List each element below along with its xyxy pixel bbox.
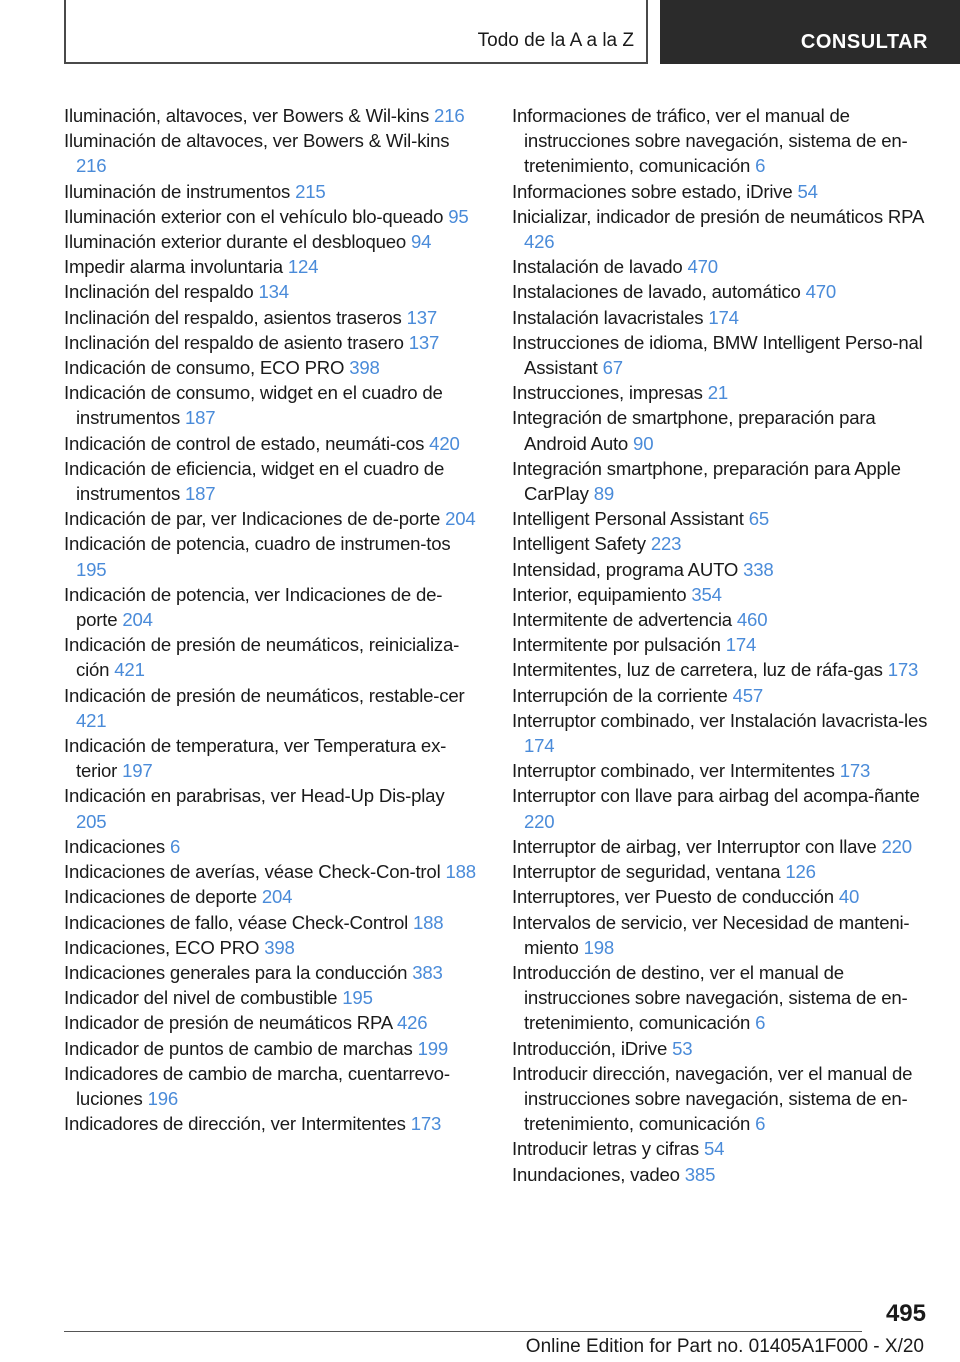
page-link[interactable]: 6 bbox=[169, 835, 181, 857]
index-entry bbox=[512, 884, 937, 909]
index-term: Impedir alarma involuntaria bbox=[64, 256, 283, 278]
index-entry bbox=[64, 1036, 479, 1061]
index-entry bbox=[512, 1036, 937, 1061]
page-link[interactable]: 470 bbox=[805, 281, 837, 303]
index-term: Interruptor de airbag, ver Interruptor con llave bbox=[512, 835, 877, 857]
page-link[interactable]: 421 bbox=[114, 659, 145, 681]
index-entry bbox=[512, 330, 937, 380]
page-link[interactable]: 204 bbox=[445, 508, 476, 530]
index-entry bbox=[512, 103, 937, 179]
page-link[interactable]: 95 bbox=[448, 205, 469, 227]
index-entry bbox=[64, 204, 479, 229]
index-term: Indicación de potencia, cuadro de instrumen‐tos bbox=[64, 533, 451, 555]
index-entry bbox=[512, 834, 937, 859]
page-link[interactable]: 67 bbox=[602, 357, 623, 379]
index-term: Indicaciones, ECO PRO bbox=[64, 936, 260, 958]
page-link[interactable]: 54 bbox=[797, 180, 818, 202]
page-link[interactable]: 174 bbox=[708, 306, 739, 328]
index-entry bbox=[512, 683, 937, 708]
index-term: Informaciones de tráfico, ver el manual de instrucciones sobre navegación, sistema de en‐tretenimiento, comunicación bbox=[512, 105, 908, 177]
index-term: Interruptores, ver Puesto de conducción bbox=[512, 886, 834, 908]
index-term: Intelligent Personal Assistant bbox=[512, 508, 744, 530]
page-link[interactable]: 338 bbox=[743, 558, 774, 580]
page-link[interactable]: 205 bbox=[76, 810, 107, 832]
index-term: Introducir letras y cifras bbox=[512, 1138, 699, 1160]
index-term: Indicación de presión de neumáticos, restable‐cer bbox=[64, 684, 465, 706]
page-link[interactable]: 6 bbox=[755, 1012, 766, 1034]
index-entry bbox=[512, 279, 937, 304]
index-term: Indicaciones de deporte bbox=[64, 886, 257, 908]
page-link[interactable]: 173 bbox=[839, 760, 871, 782]
index-term: Inicializar, indicador de presión de neumáticos RPA bbox=[512, 205, 924, 227]
page-link[interactable]: 187 bbox=[185, 483, 216, 505]
page-link[interactable]: 426 bbox=[524, 231, 555, 253]
index-entry bbox=[512, 254, 937, 279]
index-entry bbox=[512, 1136, 937, 1161]
page-link[interactable]: 398 bbox=[349, 357, 380, 379]
index-term: Indicación de control de estado, neumáti‐cos bbox=[64, 432, 425, 454]
page-link[interactable]: 124 bbox=[287, 256, 319, 278]
index-term: Indicación de potencia, ver Indicaciones de de‐porte bbox=[64, 583, 443, 631]
page-number: 495 bbox=[885, 1300, 926, 1327]
index-entry bbox=[512, 859, 937, 884]
section-label: Todo de la A a la Z bbox=[477, 30, 634, 51]
index-term: Intensidad, programa AUTO bbox=[512, 558, 739, 580]
index-term: Instrucciones, impresas bbox=[512, 382, 703, 404]
index-entry bbox=[64, 254, 479, 279]
index-term: Indicaciones de averías, véase Check-Con‐trol bbox=[64, 861, 441, 883]
index-entry bbox=[64, 305, 479, 330]
index-term: Inclinación del respaldo bbox=[64, 281, 254, 303]
page-link[interactable]: 460 bbox=[736, 609, 768, 631]
page-link[interactable]: 216 bbox=[434, 105, 465, 126]
index-entry bbox=[64, 985, 479, 1010]
page-link[interactable]: 188 bbox=[413, 911, 444, 933]
page-link[interactable]: 198 bbox=[583, 936, 615, 958]
page-link[interactable]: 398 bbox=[264, 936, 295, 958]
page-link[interactable]: 21 bbox=[707, 382, 728, 404]
index-term: Interruptor combinado, ver Instalación lavacrista‐les bbox=[512, 709, 928, 731]
page-link[interactable]: 197 bbox=[122, 760, 153, 782]
index-entry bbox=[64, 960, 479, 985]
page-link[interactable]: 54 bbox=[703, 1138, 725, 1160]
page-link[interactable]: 195 bbox=[76, 558, 107, 580]
page-link[interactable]: 421 bbox=[76, 709, 107, 731]
index-term: Integración de smartphone, preparación para Android Auto bbox=[512, 407, 876, 454]
footer-divider bbox=[64, 1331, 862, 1332]
index-entry bbox=[64, 1010, 479, 1035]
index-entry bbox=[512, 456, 937, 506]
index-term: Indicador de presión de neumáticos RPA bbox=[64, 1012, 392, 1034]
index-entry bbox=[512, 607, 937, 632]
index-entry bbox=[512, 557, 937, 582]
index-term: Interrupción de la corriente bbox=[512, 684, 728, 706]
index-entry bbox=[512, 582, 937, 607]
index-entry bbox=[512, 305, 937, 330]
consultar-tab-label: CONSULTAR bbox=[800, 31, 928, 53]
index-term: Iluminación de instrumentos bbox=[64, 180, 291, 202]
section-header bbox=[64, 0, 648, 64]
page-link[interactable]: 204 bbox=[261, 886, 293, 908]
page-link[interactable]: 426 bbox=[396, 1012, 428, 1034]
index-term: Instalación de lavado bbox=[512, 256, 683, 278]
page-link[interactable]: 383 bbox=[412, 961, 443, 983]
index-entry bbox=[64, 355, 479, 380]
page-link[interactable]: 94 bbox=[410, 231, 432, 253]
index-term: Introducción, iDrive bbox=[512, 1037, 668, 1059]
index-entry bbox=[64, 683, 479, 733]
index-term: Indicación de consumo, widget en el cuadro de instrumentos bbox=[64, 382, 443, 429]
index-term: Introducción de destino, ver el manual de instrucciones sobre navegación, sistema de en‐tretenimiento, comunicación bbox=[512, 961, 908, 1034]
index-entry bbox=[512, 1061, 937, 1137]
index-term: Indicación de consumo, ECO PRO bbox=[64, 357, 345, 379]
page-link[interactable]: 53 bbox=[672, 1037, 693, 1059]
page-link[interactable]: 195 bbox=[342, 987, 373, 1009]
index-entry bbox=[64, 834, 479, 859]
index-entry bbox=[64, 229, 479, 254]
index-term: Iluminación, altavoces, ver Bowers & Wil‐kins bbox=[64, 105, 430, 126]
index-term: Intervalos de servicio, ver Necesidad de manteni‐miento bbox=[512, 911, 910, 958]
index-term: Interruptor combinado, ver Intermitentes bbox=[512, 760, 835, 782]
index-term: Intermitente de advertencia bbox=[512, 609, 732, 631]
index-entry bbox=[512, 204, 937, 254]
page-link[interactable]: 173 bbox=[887, 659, 919, 681]
index-entry bbox=[64, 103, 479, 128]
index-entry bbox=[64, 456, 479, 506]
index-term: Iluminación exterior durante el desbloqueo bbox=[64, 231, 407, 253]
index-entry bbox=[512, 960, 937, 1036]
page-link[interactable]: 174 bbox=[524, 735, 555, 757]
index-term: Indicación de eficiencia, widget en el cuadro de instrumentos bbox=[64, 457, 445, 505]
index-entry bbox=[64, 128, 479, 178]
index-entry bbox=[512, 910, 937, 960]
page-link[interactable]: 457 bbox=[732, 684, 763, 706]
index-entry bbox=[512, 1162, 937, 1187]
page-link[interactable]: 173 bbox=[410, 1113, 442, 1135]
index-column-right bbox=[512, 103, 937, 1187]
index-entry bbox=[64, 179, 479, 204]
index-term: Integración smartphone, preparación para Apple CarPlay bbox=[512, 457, 901, 505]
page-link[interactable]: 89 bbox=[593, 483, 614, 505]
index-term: Indicadores de dirección, ver Intermitentes bbox=[64, 1113, 406, 1135]
page-link[interactable]: 187 bbox=[185, 407, 216, 429]
index-entry bbox=[64, 632, 479, 682]
page-link[interactable]: 134 bbox=[258, 281, 289, 303]
index-term: Interruptor de seguridad, ventana bbox=[512, 861, 781, 883]
page-link[interactable]: 6 bbox=[755, 155, 766, 177]
index-entry bbox=[512, 405, 937, 455]
index-entry bbox=[512, 783, 937, 833]
index-term: Instalación lavacristales bbox=[512, 306, 704, 328]
page-link[interactable]: 385 bbox=[684, 1163, 716, 1185]
page-link[interactable]: 470 bbox=[687, 256, 718, 278]
index-term: Indicación de par, ver Indicaciones de de‐porte bbox=[64, 508, 441, 530]
index-term: Indicadores de cambio de marcha, cuentarrevo‐luciones bbox=[64, 1062, 450, 1109]
index-term: Indicaciones de fallo, véase Check-Control bbox=[64, 911, 409, 933]
index-term: Inundaciones, vadeo bbox=[512, 1163, 680, 1185]
index-term: Indicador del nivel de combustible bbox=[64, 987, 338, 1009]
index-entry bbox=[512, 708, 937, 758]
index-entry bbox=[64, 531, 479, 581]
index-term: Indicaciones generales para la conducción bbox=[64, 961, 408, 983]
index-entry bbox=[512, 758, 937, 783]
index-term: Intelligent Safety bbox=[512, 533, 646, 555]
consultar-tab[interactable] bbox=[660, 0, 960, 64]
index-term: Iluminación exterior con el vehículo blo‐queado bbox=[64, 205, 444, 227]
index-term: Inclinación del respaldo de asiento trasero bbox=[64, 331, 404, 353]
index-term: Inclinación del respaldo, asientos traseros bbox=[64, 306, 402, 328]
index-term: Indicaciones bbox=[64, 835, 165, 857]
page-link[interactable]: 90 bbox=[633, 432, 654, 454]
page-link[interactable]: 220 bbox=[881, 835, 912, 857]
page-link[interactable]: 137 bbox=[406, 306, 438, 328]
page-link[interactable]: 223 bbox=[650, 533, 682, 555]
page-link[interactable]: 216 bbox=[76, 155, 107, 177]
page-link[interactable]: 354 bbox=[691, 583, 722, 605]
index-term: Informaciones sobre estado, iDrive bbox=[512, 180, 793, 202]
index-term: Intermitentes, luz de carretera, luz de ráfa‐gas bbox=[512, 659, 883, 681]
index-entry bbox=[64, 431, 479, 456]
edition-footer: Online Edition for Part no. 01405A1F000 - X/20 bbox=[525, 1336, 924, 1357]
index-entry bbox=[512, 380, 937, 405]
page-link[interactable]: 199 bbox=[417, 1037, 449, 1059]
index-entry bbox=[64, 279, 479, 304]
index-entry bbox=[512, 632, 937, 657]
index-entry bbox=[64, 582, 479, 632]
index-term: Iluminación de altavoces, ver Bowers & Wil‐kins bbox=[64, 130, 450, 152]
index-entry bbox=[64, 506, 479, 531]
index-entry bbox=[64, 1111, 479, 1136]
index-entry bbox=[64, 910, 479, 935]
page-link[interactable]: 6 bbox=[755, 1113, 766, 1135]
page-link[interactable]: 420 bbox=[429, 432, 460, 454]
index-term: Interruptor con llave para airbag del acompa‐ñante bbox=[512, 785, 920, 807]
index-entry bbox=[512, 531, 937, 556]
index-term: Indicación de temperatura, ver Temperatura ex‐terior bbox=[64, 735, 447, 782]
index-entry bbox=[64, 330, 479, 355]
index-column-left bbox=[64, 103, 479, 1136]
index-term: Indicación de presión de neumáticos, reinicializa‐ción bbox=[64, 634, 460, 681]
page-link[interactable]: 65 bbox=[748, 508, 769, 530]
page-link[interactable]: 204 bbox=[122, 609, 153, 631]
page-link[interactable]: 220 bbox=[524, 810, 555, 832]
index-term: Interior, equipamiento bbox=[512, 583, 687, 605]
index-entry bbox=[64, 733, 479, 783]
page-link[interactable]: 137 bbox=[408, 331, 440, 353]
index-entry bbox=[512, 506, 937, 531]
index-entry bbox=[64, 935, 479, 960]
index-term: Instrucciones de idioma, BMW Intelligent Perso‐nal Assistant bbox=[512, 331, 923, 379]
index-term: Introducir dirección, navegación, ver el manual de instrucciones sobre navegación, sistema de en‐tretenimiento, comunicación bbox=[512, 1062, 913, 1135]
index-term: Intermitente por pulsación bbox=[512, 634, 721, 656]
index-entry bbox=[512, 657, 937, 682]
index-entry bbox=[64, 859, 479, 884]
page-link[interactable]: 196 bbox=[147, 1087, 179, 1109]
index-entry bbox=[64, 884, 479, 909]
index-term: Instalaciones de lavado, automático bbox=[512, 281, 801, 303]
index-term: Indicación en parabrisas, ver Head-Up Dis‐play bbox=[64, 785, 445, 807]
page-link[interactable]: 174 bbox=[725, 634, 757, 656]
index-entry bbox=[64, 783, 479, 833]
page-link[interactable]: 40 bbox=[838, 886, 860, 908]
index-entry bbox=[64, 1061, 479, 1111]
index-term: Indicador de puntos de cambio de marchas bbox=[64, 1037, 413, 1059]
page-link[interactable]: 188 bbox=[445, 861, 476, 883]
index-entry bbox=[64, 380, 479, 430]
index-entry bbox=[512, 179, 937, 204]
page-link[interactable]: 215 bbox=[295, 180, 326, 202]
page-link[interactable]: 126 bbox=[785, 861, 816, 883]
